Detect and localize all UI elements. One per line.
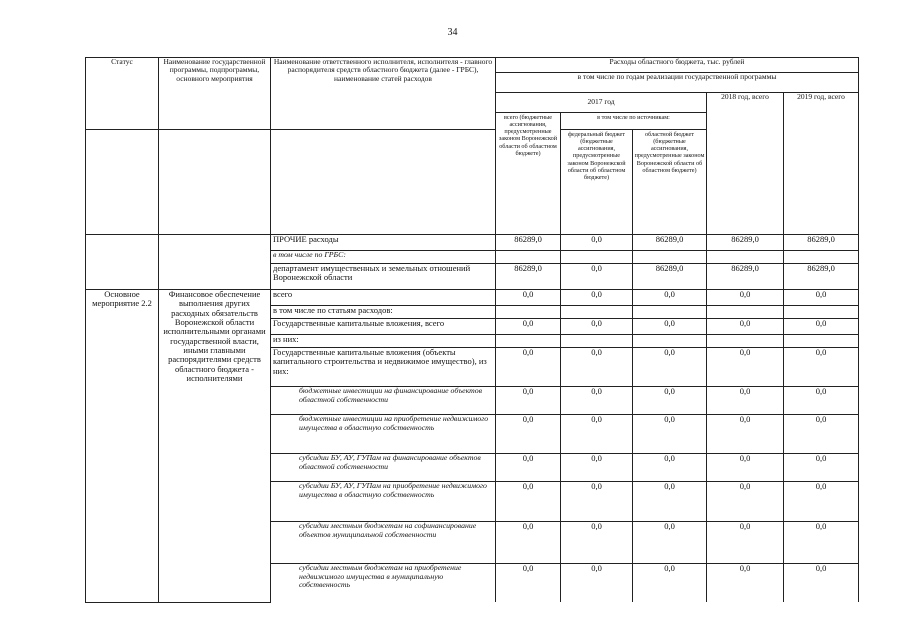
header-executor-name: Наименование ответственного исполнителя, исполнителя - главного распорядителя средств областного бюджета (далее - ГРБС), наименование статей расходов: [271, 58, 496, 130]
header-year-2017: 2017 год: [496, 93, 707, 113]
cell-total: 0,0: [496, 319, 561, 335]
cell-2018: 0,0: [707, 482, 784, 522]
row-label: бюджетные инвестиции на финансирование объектов областной собственности: [271, 387, 496, 415]
cell-federal: 0,0: [561, 564, 633, 603]
header-by-years: в том числе по годам реализации государственной программы: [496, 73, 859, 93]
program-cell: Финансовое обеспечение выполнения других расходных обязательств Воронежской области исполнительными органами государственной власти, иными главными распорядителями средств областного бюджета - исполнителями: [159, 290, 271, 603]
cell-federal: 0,0: [561, 482, 633, 522]
cell-2019: 86289,0: [784, 235, 859, 251]
cell-regional: 0,0: [633, 290, 707, 306]
budget-table: [85, 57, 859, 603]
header-by-sources: в том числе по источникам:: [561, 113, 707, 130]
cell-regional: 0,0: [633, 564, 707, 603]
cell-2018: 0,0: [707, 454, 784, 482]
row-label: субсидии БУ, АУ, ГУПам на финансирование объектов областной собственности: [271, 454, 496, 482]
cell-2019: 0,0: [784, 522, 859, 564]
cell-total: 0,0: [496, 415, 561, 454]
cell-2019: 0,0: [784, 415, 859, 454]
cell-regional: 0,0: [633, 482, 707, 522]
cell-2019: 0,0: [784, 348, 859, 387]
cell-total: 0,0: [496, 564, 561, 603]
cell-total: 86289,0: [496, 264, 561, 290]
cell-federal: 0,0: [561, 387, 633, 415]
header-year-2019: 2019 год, всего: [784, 93, 859, 235]
table-row: [86, 235, 859, 251]
header-federal: федеральный бюджет (бюджетные ассигнования, предусмотренные законом Воронежской области об областном бюджете): [561, 130, 633, 235]
status-cell: Основное мероприятие 2.2: [86, 290, 159, 603]
row-label: ПРОЧИЕ расходы: [271, 235, 496, 251]
cell-2018: 0,0: [707, 319, 784, 335]
cell-2019: 0,0: [784, 454, 859, 482]
row-label: Государственные капитальные вложения, всего: [271, 319, 496, 335]
cell-regional: 0,0: [633, 319, 707, 335]
cell-total: 0,0: [496, 290, 561, 306]
cell-federal: 0,0: [561, 264, 633, 290]
row-label: в том числе по статьям расходов:: [271, 306, 496, 319]
cell-federal: 0,0: [561, 235, 633, 251]
cell-2018: 0,0: [707, 522, 784, 564]
cell-regional: 0,0: [633, 348, 707, 387]
cell-2019: 0,0: [784, 387, 859, 415]
row-label: в том числе по ГРБС:: [271, 251, 496, 264]
cell-total: 0,0: [496, 454, 561, 482]
cell-total: 0,0: [496, 348, 561, 387]
header-expenses: Расходы областного бюджета, тыс. рублей: [496, 58, 859, 73]
cell-federal: 0,0: [561, 348, 633, 387]
cell-regional: 0,0: [633, 387, 707, 415]
cell-federal: 0,0: [561, 522, 633, 564]
cell-total: 86289,0: [496, 235, 561, 251]
header-year-2018: 2018 год, всего: [707, 93, 784, 235]
header-program-name: Наименование государственной программы, подпрограммы, основного мероприятия: [159, 58, 271, 130]
cell-total: 0,0: [496, 482, 561, 522]
page-number: 34: [447, 27, 458, 38]
cell-regional: 86289,0: [633, 235, 707, 251]
cell-regional: 86289,0: [633, 264, 707, 290]
cell-2019: 0,0: [784, 290, 859, 306]
cell-federal: 0,0: [561, 454, 633, 482]
cell-2018: 86289,0: [707, 264, 784, 290]
row-label: субсидии местным бюджетам на софинансирование объектов муниципальной собственности: [271, 522, 496, 564]
row-label: субсидии БУ, АУ, ГУПам на приобретение недвижимого имущества в областную собственность: [271, 482, 496, 522]
cell-2019: 0,0: [784, 319, 859, 335]
row-label: бюджетные инвестиции на приобретение недвижимого имущества в областную собственность: [271, 415, 496, 454]
cell-2019: 86289,0: [784, 264, 859, 290]
cell-2019: 0,0: [784, 482, 859, 522]
cell-regional: 0,0: [633, 415, 707, 454]
cell-2018: 0,0: [707, 564, 784, 603]
table-row: [86, 290, 859, 306]
cell-regional: 0,0: [633, 522, 707, 564]
header-regional: областной бюджет (бюджетные ассигнования, предусмотренные законом Воронежской области об областном бюджете): [633, 130, 707, 235]
row-label: субсидии местным бюджетам на приобретение недвижимого имущества в муниципальную собственность: [271, 564, 496, 603]
cell-regional: 0,0: [633, 454, 707, 482]
cell-2018: 0,0: [707, 415, 784, 454]
cell-total: 0,0: [496, 522, 561, 564]
cell-federal: 0,0: [561, 290, 633, 306]
row-label: из них:: [271, 335, 496, 348]
header-row-1: [86, 58, 859, 73]
cell-2018: 0,0: [707, 290, 784, 306]
cell-total: 0,0: [496, 387, 561, 415]
cell-2018: 0,0: [707, 387, 784, 415]
row-label: департамент имущественных и земельных отношений Воронежской области: [271, 264, 496, 290]
header-status: Статус: [86, 58, 159, 130]
cell-2018: 86289,0: [707, 235, 784, 251]
cell-federal: 0,0: [561, 319, 633, 335]
cell-federal: 0,0: [561, 415, 633, 454]
cell-2019: 0,0: [784, 564, 859, 603]
row-label: Государственные капитальные вложения (объекты капитального строительства и недвижимое имущество), из них:: [271, 348, 496, 387]
cell-2018: 0,0: [707, 348, 784, 387]
row-label: всего: [271, 290, 496, 306]
header-total: всего (бюджетные ассигнования, предусмотренные законом Воронежской области об областном бюджете): [496, 113, 561, 235]
